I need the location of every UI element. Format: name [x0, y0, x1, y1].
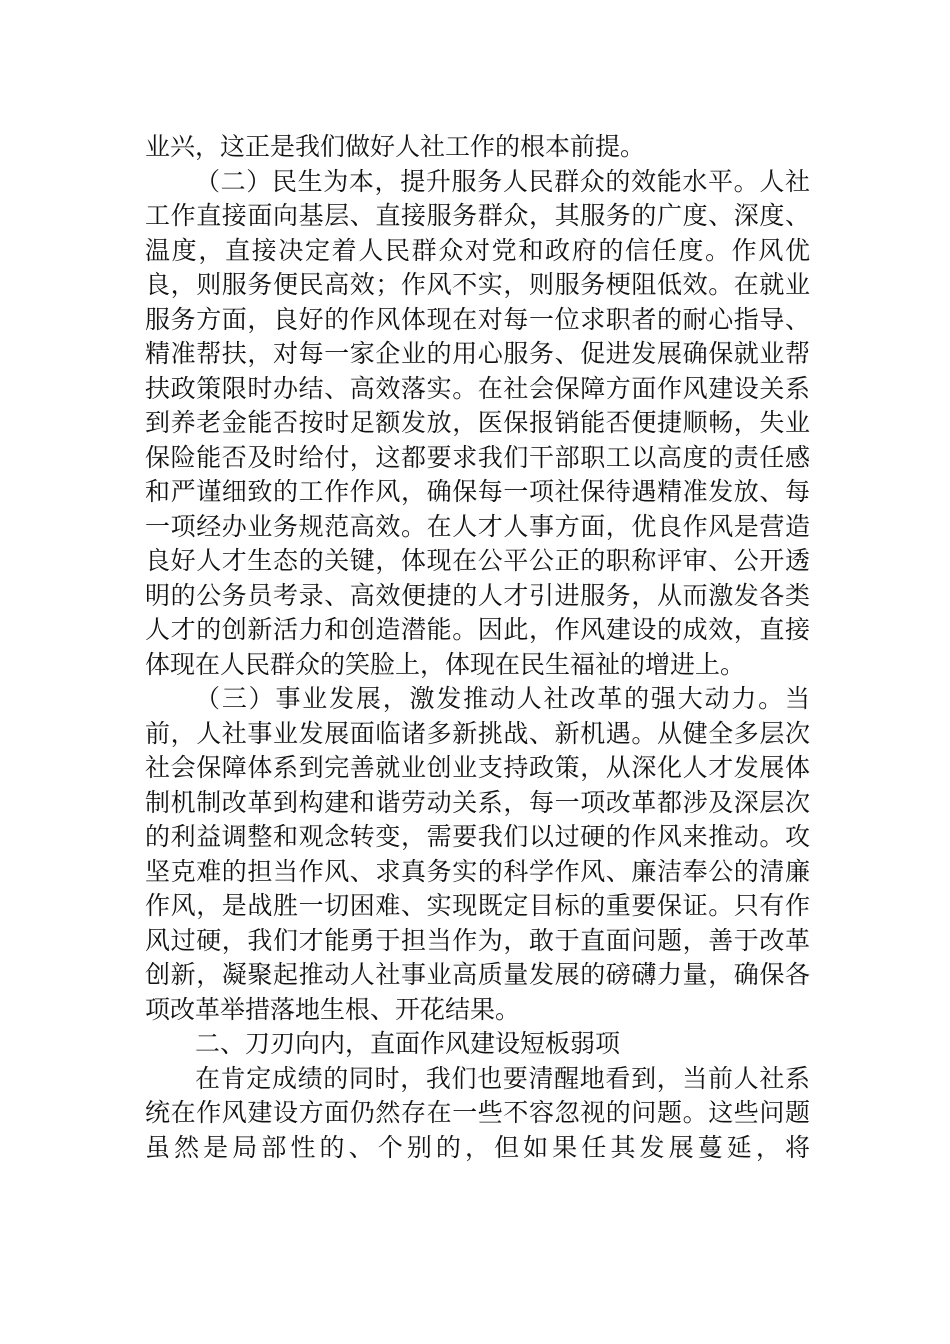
document-page — [145, 130, 810, 1165]
section-heading-2: 二、刀刃向内，直面作风建设短板弱项 — [195, 1029, 621, 1058]
paragraph-section-2: （二）民生为本，提升服务人民群众的效能水平。人社工作直接面向基层、直接服务群众，其服务的广度、深度、温度，直接决定着人民群众对党和政府的信任度。作风优良，则服务便民高效；作风不实，则服务梗阻低效。在就业服务方面，良好的作风体现在对每一位求职者的耐心指导、精准帮扶，对每一家企业的用心服务、促进发展确保就业帮扶政策限时办结、高效落实。在社会保障方面作风建设关系到养老金能否按时足额发放，医保报销能否便捷顺畅，失业保险能否及时给付，这都要求我们干部职工以高度的责任感和严谨细致的工作作风，确保每一项社保待遇精准发放、每一项经办业务规范高效。在人才人事方面，优良作风是营造良好人才生态的关键，体现在公平公正的职称评审、公开透明的公务员考录、高效便捷的人才引进服务，从而激发各类人才的创新活力和创造潜能。因此，作风建设的成效，直接体现在人民群众的笑脸上，体现在民生福祉的增进上。 — [145, 166, 810, 679]
paragraph-intro-2: 在肯定成绩的同时，我们也要清醒地看到，当前人社系统在作风建设方面仍然存在一些不容忽视的问题。这些问题虽然是局部性的、个别的，但如果任其发展蔓延，将 — [145, 1063, 810, 1162]
paragraph-continued: 业兴，这正是我们做好人社工作的根本前提。 — [145, 132, 646, 161]
paragraph-section-3: （三）事业发展，激发推动人社改革的强大动力。当前，人社事业发展面临诸多新挑战、新机遇。从健全多层次社会保障体系到完善就业创业支持政策，从深化人才发展体制机制改革到构建和谐劳动关系，每一项改革都涉及深层次的利益调整和观念转变，需要我们以过硬的作风来推动。攻坚克难的担当作风、求真务实的科学作风、廉洁奉公的清廉作风，是战胜一切困难、实现既定目标的重要保证。只有作风过硬，我们才能勇于担当作为，敢于直面问题，善于改革创新，凝聚起推动人社事业高质量发展的磅礴力量，确保各项改革举措落地生根、开花结果。 — [145, 684, 810, 1024]
